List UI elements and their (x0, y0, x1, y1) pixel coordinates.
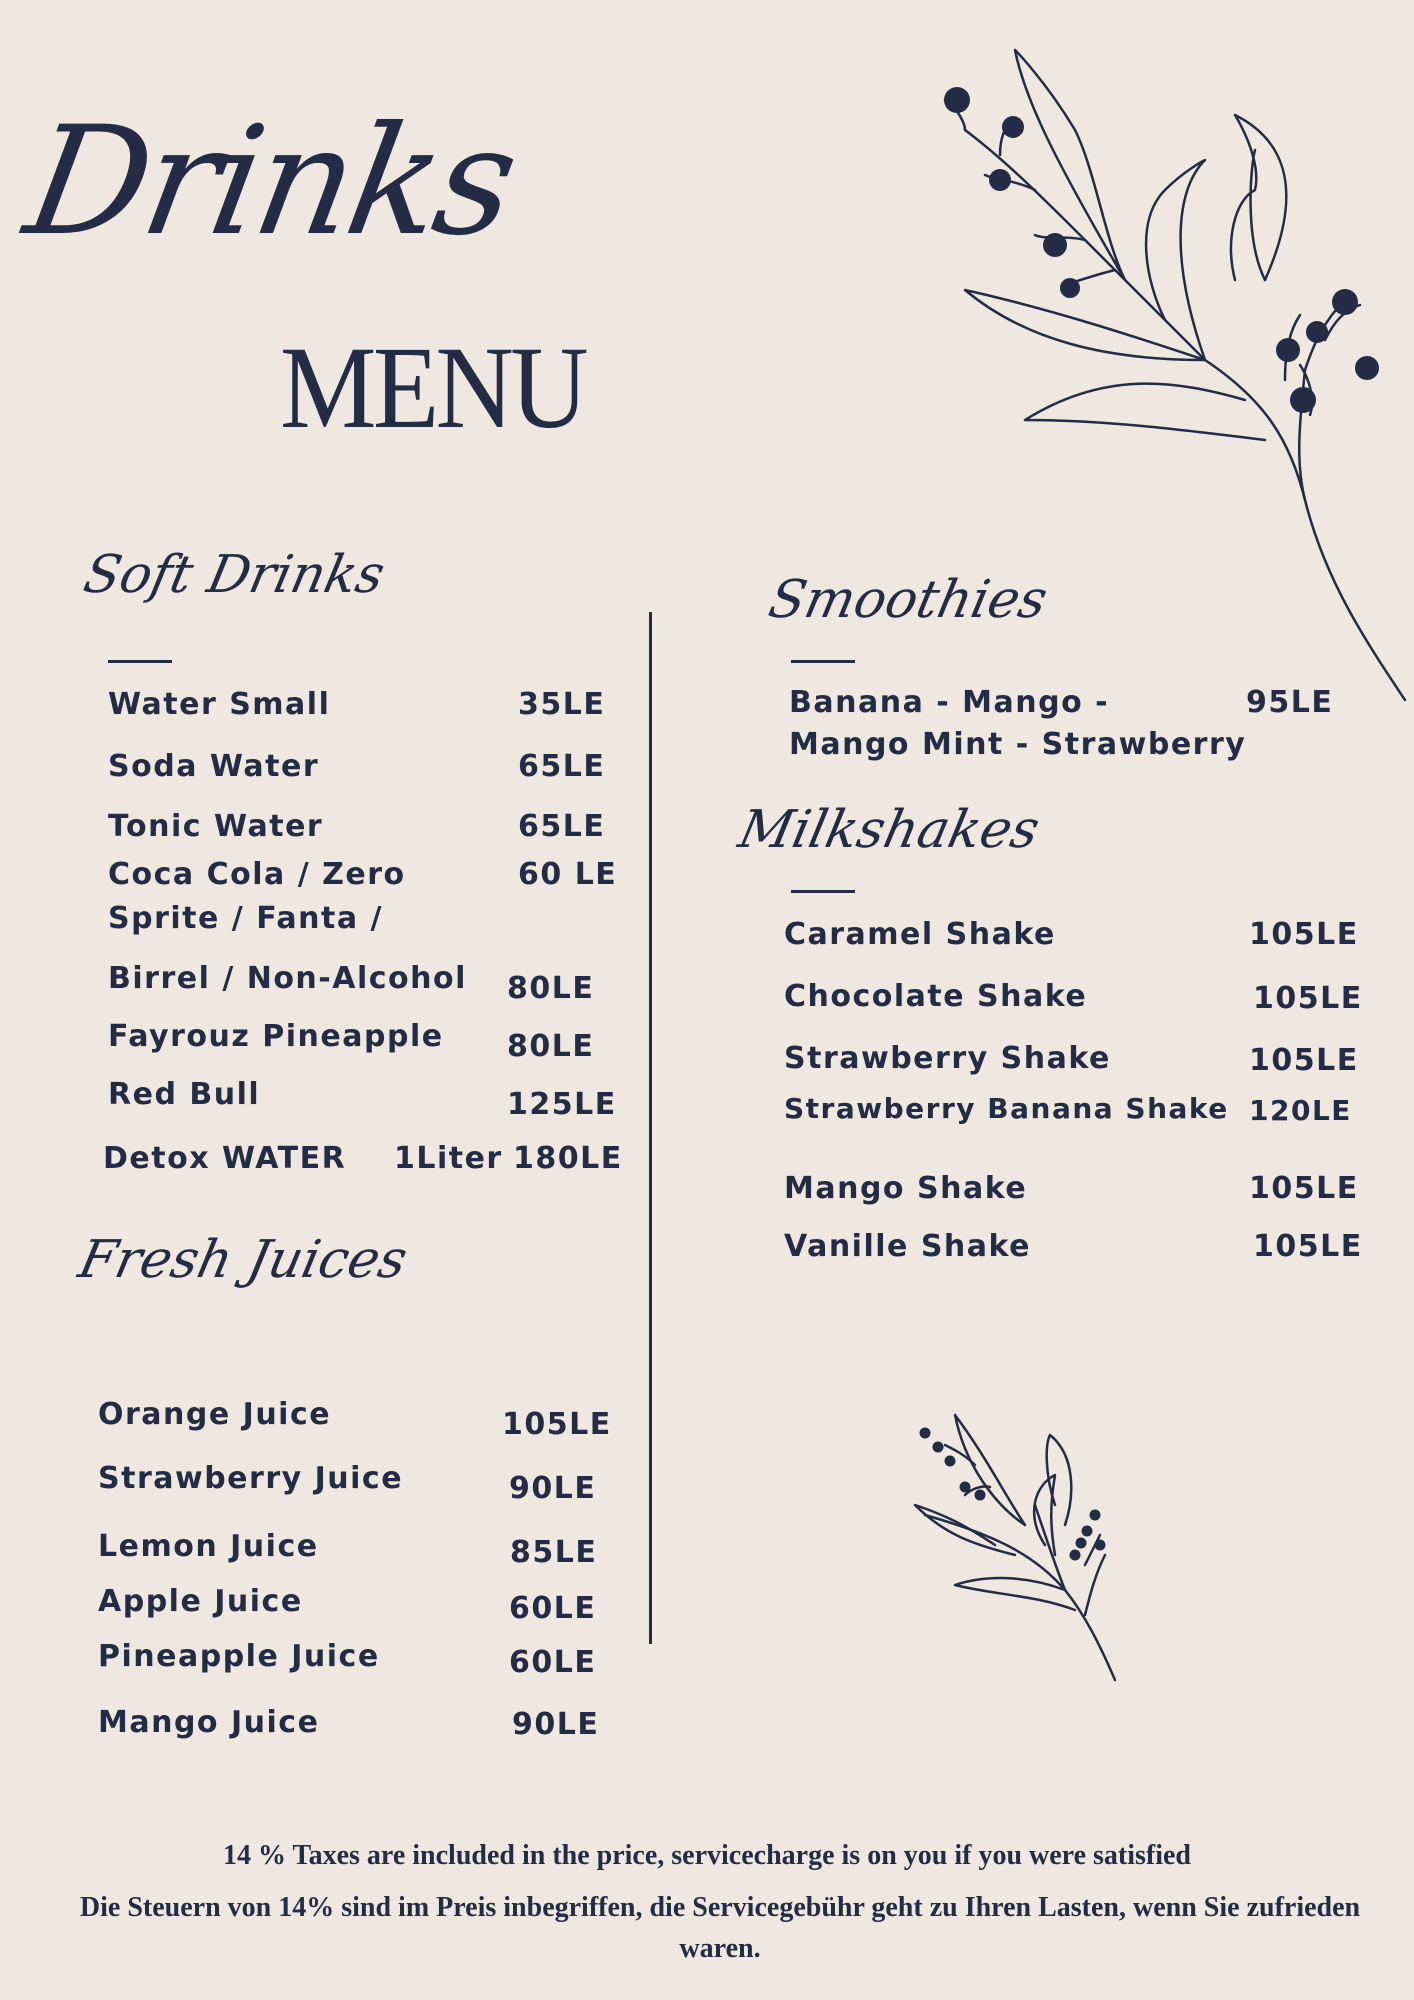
footer-note-en: 14 % Taxes are included in the price, servicecharge is on you if you were satisfied (222, 1840, 1192, 1871)
fresh-juices-heading: Fresh Juices (73, 1230, 413, 1290)
list-item: Water Small (108, 687, 331, 722)
list-item: Chocolate Shake (784, 979, 1088, 1014)
item-price: 180LE (513, 1141, 623, 1176)
smoothies-heading: Smoothies (763, 570, 1053, 630)
smoothies-rule (791, 660, 855, 663)
item-price: 105LE (1253, 1229, 1363, 1264)
list-item: Apple Juice (98, 1584, 303, 1619)
item-price: 90LE (509, 1471, 597, 1506)
list-item: Strawberry Juice (98, 1461, 404, 1496)
column-divider (649, 612, 652, 1644)
list-item: Red Bull (108, 1077, 261, 1112)
item-price: 105LE (1249, 1043, 1359, 1078)
title-script: Drinks (14, 95, 526, 269)
item-price: 80LE (507, 1029, 595, 1064)
botanical-sprig-small-icon (905, 1395, 1125, 1685)
list-item: Banana - Mango - (789, 685, 1110, 720)
list-item: Birrel / Non-Alcohol (108, 961, 467, 996)
item-price: 125LE (507, 1087, 617, 1122)
item-price: 105LE (1249, 917, 1359, 952)
item-price: 60LE (509, 1645, 597, 1680)
soft-drinks-heading: Soft Drinks (78, 545, 390, 605)
milkshakes-rule (791, 890, 855, 893)
item-price: 65LE (518, 749, 606, 784)
item-price: 65LE (518, 809, 606, 844)
item-price: 85LE (510, 1535, 598, 1570)
item-price: 120LE (1249, 1094, 1352, 1127)
list-item: Strawberry Banana Shake (784, 1092, 1229, 1125)
item-price: 105LE (1253, 981, 1363, 1016)
list-item: Lemon Juice (98, 1529, 319, 1564)
item-price: 105LE (502, 1407, 612, 1442)
soft-drinks-rule (108, 660, 172, 663)
list-item: Caramel Shake (784, 917, 1056, 952)
list-item: Vanille Shake (784, 1229, 1032, 1264)
item-price: 35LE (518, 687, 606, 722)
list-item: Mango Juice (98, 1705, 320, 1740)
item-price: 105LE (1249, 1171, 1359, 1206)
item-price: 60LE (509, 1591, 597, 1626)
list-item: Coca Cola / Zero (108, 857, 406, 892)
item-price: 80LE (507, 971, 595, 1006)
list-item: Strawberry Shake (784, 1041, 1111, 1076)
list-item: Pineapple Juice (98, 1639, 380, 1674)
item-price: 90LE (512, 1707, 600, 1742)
list-item: Orange Juice (98, 1397, 332, 1432)
list-item: Detox WATER 1Liter (103, 1141, 503, 1176)
title-menu: MENU (280, 322, 585, 453)
list-item: Fayrouz Pineapple (108, 1019, 444, 1054)
footer-note-de: Die Steuern von 14% sind im Preis inbegriffen, die Servicegebühr geht zu Ihren Lasten, wenn Sie zufrieden waren. (79, 1892, 1361, 1964)
milkshakes-heading: Milkshakes (733, 800, 1045, 860)
item-price: 95LE (1246, 685, 1334, 720)
list-item: Mango Shake (784, 1171, 1028, 1206)
list-item: Tonic Water (108, 809, 324, 844)
list-item: Sprite / Fanta / (108, 901, 384, 936)
item-price: 60 LE (518, 857, 618, 892)
list-item: Mango Mint - Strawberry (789, 727, 1247, 762)
list-item: Soda Water (108, 749, 320, 784)
